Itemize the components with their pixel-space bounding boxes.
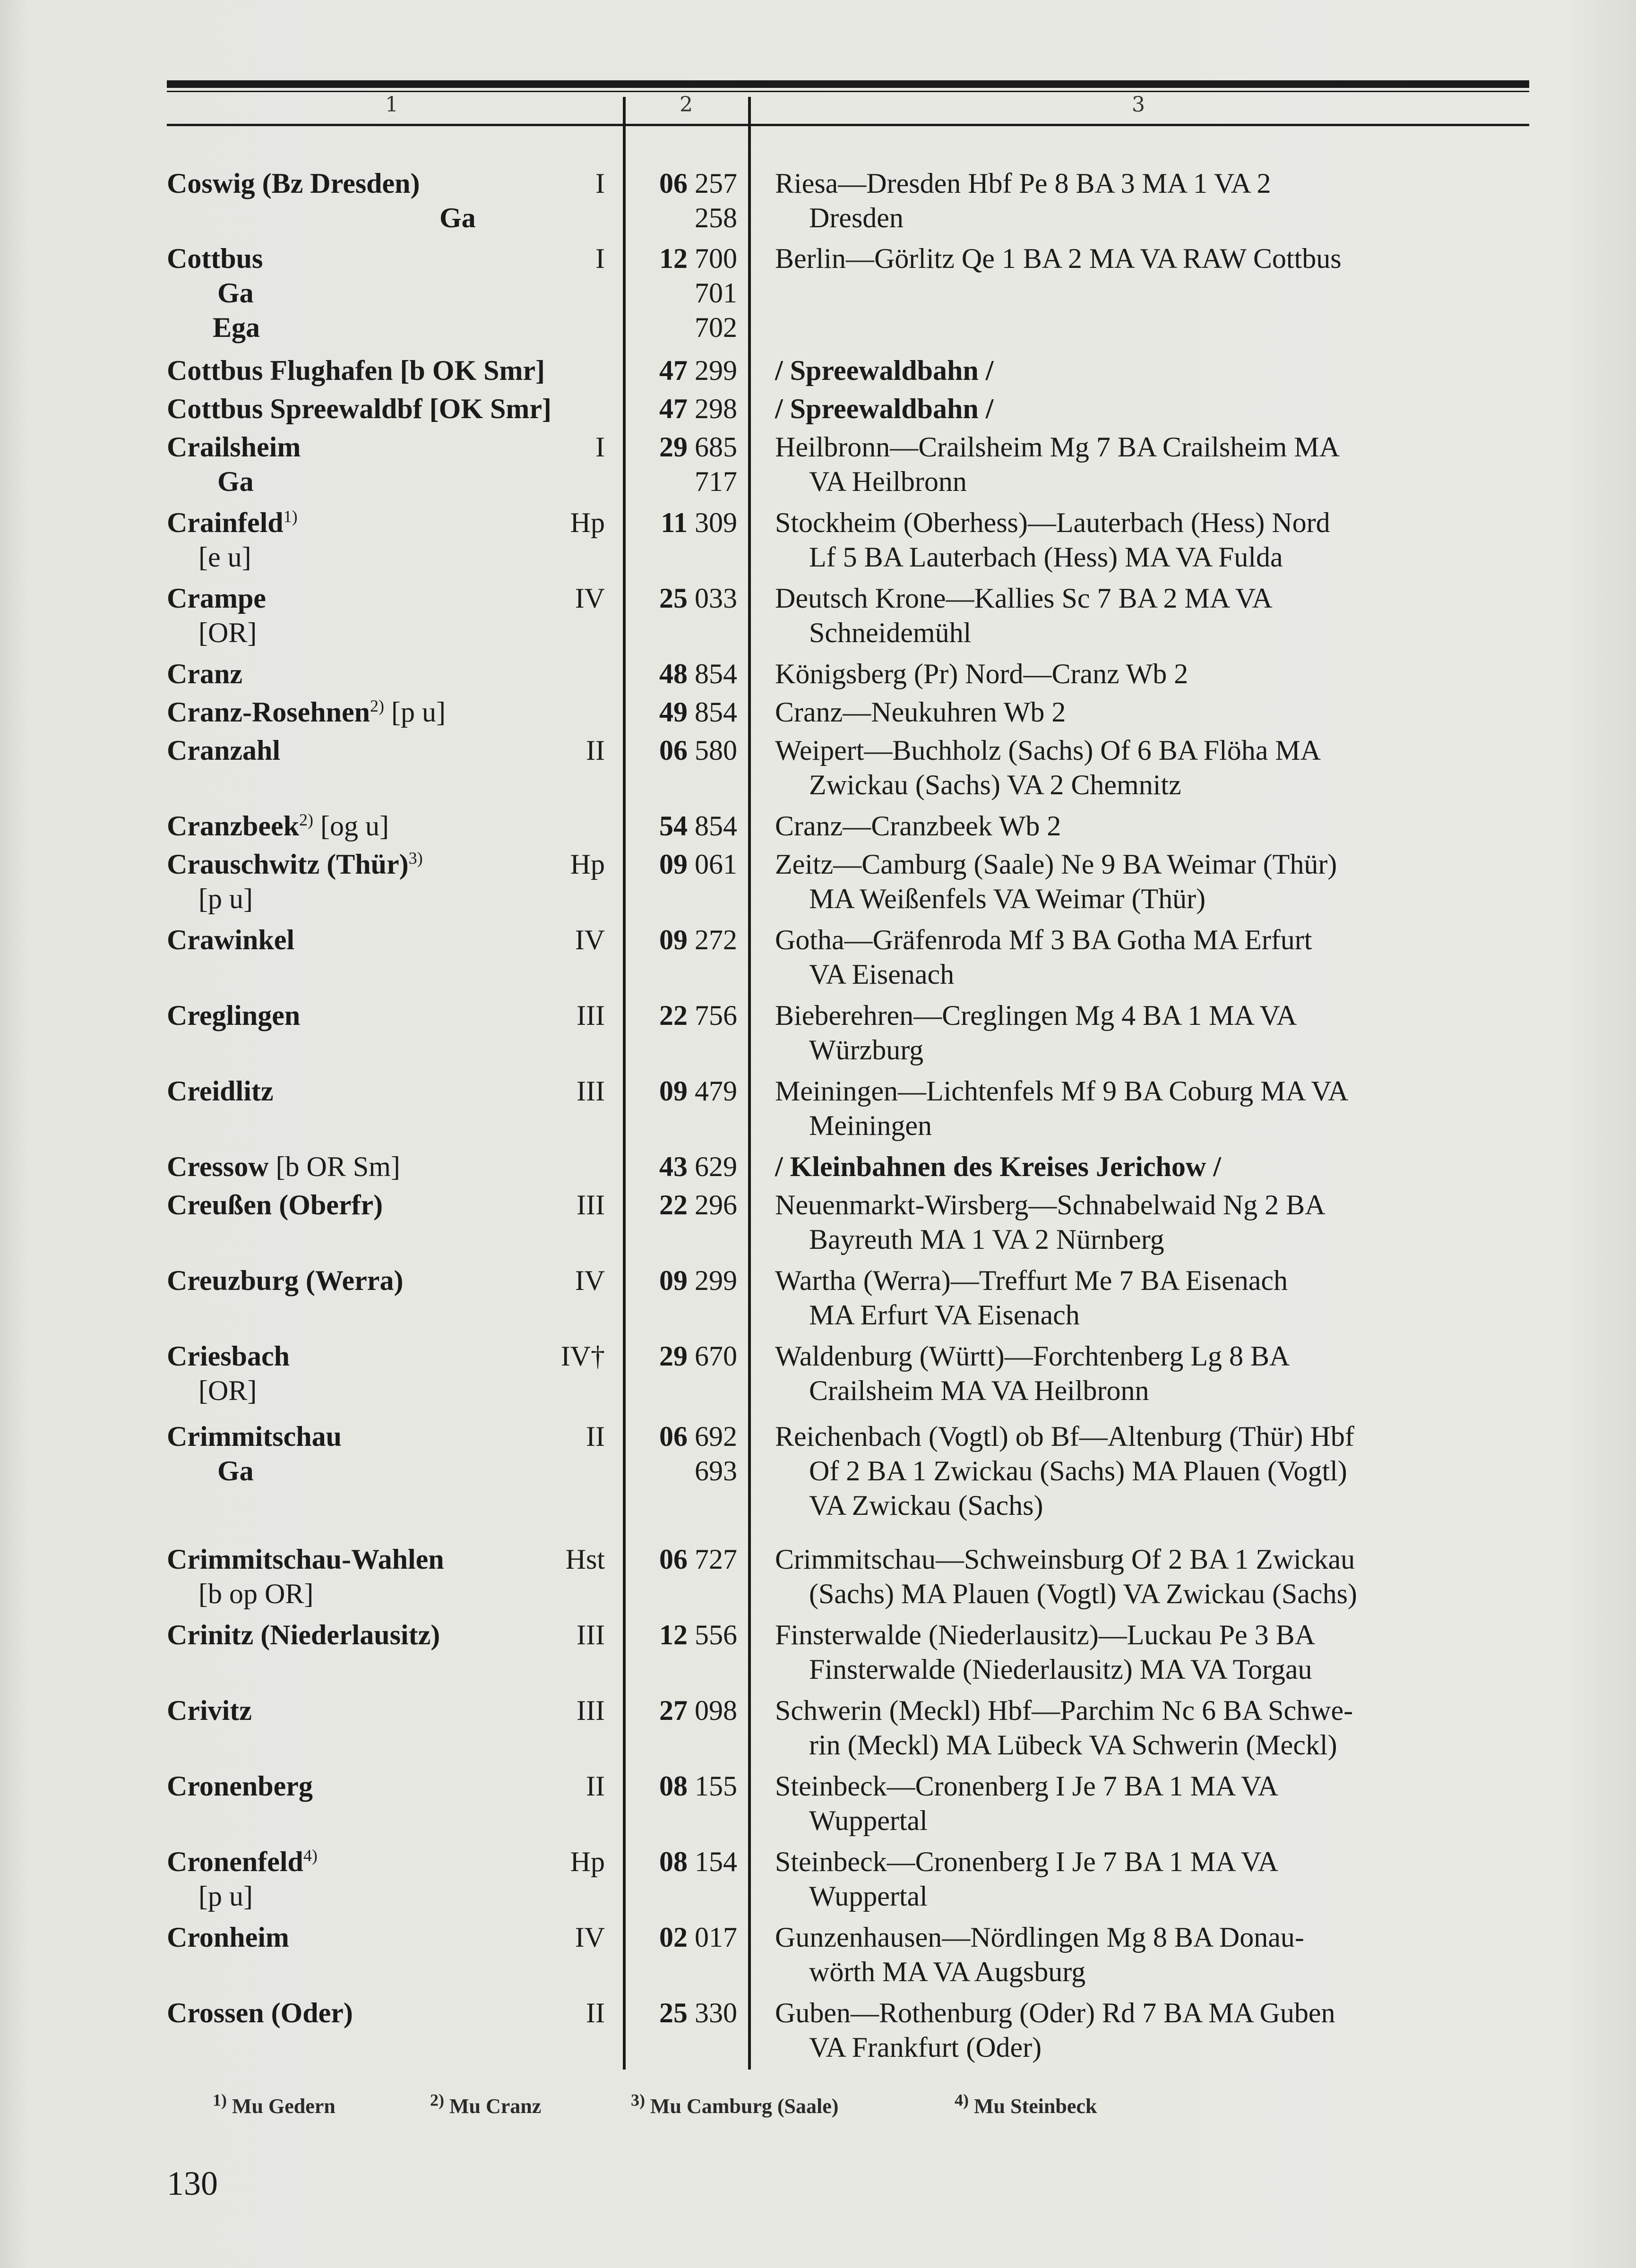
station-code bbox=[638, 353, 737, 388]
station-name-text: Crinitz (Niederlausitz) bbox=[167, 1619, 440, 1650]
station-code bbox=[638, 1188, 737, 1222]
station-code-prefix: 47 bbox=[659, 355, 688, 386]
station-code-prefix: 09 bbox=[659, 849, 688, 880]
station-code-prefix: 29 bbox=[659, 1340, 688, 1372]
station-code-prefix: 25 bbox=[659, 583, 688, 614]
station-qualifier: [b OR Sm] bbox=[268, 1151, 400, 1182]
station-name bbox=[167, 1618, 602, 1652]
station-code-prefix: 11 bbox=[661, 507, 688, 538]
station-code bbox=[638, 1618, 737, 1652]
route-description-cont: Dresden bbox=[809, 202, 904, 233]
station-code bbox=[638, 1263, 737, 1298]
station-name bbox=[167, 657, 602, 691]
station-code bbox=[638, 809, 737, 843]
station-name bbox=[167, 392, 602, 426]
station-name-text: Cressow bbox=[167, 1151, 269, 1182]
station-name-text: Crainfeld bbox=[167, 507, 284, 538]
page-number: 130 bbox=[167, 2165, 218, 2202]
station-code bbox=[638, 392, 737, 426]
station-name bbox=[167, 847, 602, 882]
station-name-text: Cranzahl bbox=[167, 735, 280, 766]
top-rule-thick bbox=[167, 80, 1529, 88]
station-name-text: Cottbus Spreewaldbf [OK Smr] bbox=[167, 393, 551, 424]
station-name bbox=[167, 809, 602, 843]
station-name-text: Creglingen bbox=[167, 1000, 301, 1031]
station-code-prefix: 22 bbox=[659, 1000, 688, 1031]
route-description: Königsberg (Pr) Nord—Cranz Wb 2 bbox=[775, 658, 1188, 689]
goods-station-label: Ga bbox=[217, 1455, 254, 1486]
station-name-text: Crampe bbox=[167, 583, 266, 614]
station-code bbox=[638, 241, 737, 276]
station-name bbox=[167, 166, 602, 201]
station-code bbox=[638, 166, 737, 201]
route-description-cont: (Sachs) MA Plauen (Vogtl) VA Zwickau (Sachs) bbox=[809, 1578, 1357, 1609]
route-description: Zeitz—Camburg (Saale) Ne 9 BA Weimar (Thür) bbox=[775, 849, 1337, 880]
station-code-number: 854 bbox=[688, 658, 737, 689]
station-code bbox=[638, 1419, 737, 1454]
station-code-prefix: 12 bbox=[659, 243, 688, 274]
station-class: II bbox=[586, 1770, 605, 1802]
station-code-secondary: 258 bbox=[695, 202, 737, 233]
station-name bbox=[167, 1845, 602, 1879]
station-name bbox=[167, 430, 602, 464]
station-code-prefix: 06 bbox=[659, 1544, 688, 1575]
route-description: Gotha—Gräfenroda Mf 3 BA Gotha MA Erfurt bbox=[775, 924, 1312, 955]
station-code bbox=[638, 1996, 737, 2030]
route-description: Crimmitschau—Schweinsburg Of 2 BA 1 Zwickau bbox=[775, 1544, 1355, 1575]
station-code-number: 479 bbox=[688, 1075, 737, 1107]
station-name bbox=[167, 1188, 602, 1222]
route-description: Reichenbach (Vogtl) ob Bf—Altenburg (Thür) Hbf bbox=[775, 1421, 1354, 1452]
route-description-cont: MA Weißenfels VA Weimar (Thür) bbox=[809, 883, 1206, 914]
route-description-cont: Lf 5 BA Lauterbach (Hess) MA VA Fulda bbox=[809, 541, 1283, 573]
footnote-1-mark: 1) bbox=[213, 2090, 227, 2110]
station-class: Hst bbox=[565, 1544, 605, 1575]
route-description: Finsterwalde (Niederlausitz)—Luckau Pe 3 BA bbox=[775, 1619, 1316, 1650]
station-code-prefix: 27 bbox=[659, 1695, 688, 1726]
footnote-3-text: Mu Camburg (Saale) bbox=[650, 2095, 839, 2118]
station-note: [OR] bbox=[198, 617, 257, 648]
top-rule-thin bbox=[167, 91, 1529, 92]
station-class: III bbox=[577, 1075, 605, 1107]
station-name bbox=[167, 1996, 602, 2030]
footnote-4 bbox=[955, 2090, 1097, 2118]
route-description-cont: VA Frankfurt (Oder) bbox=[809, 2032, 1042, 2063]
station-code-secondary: 717 bbox=[695, 466, 737, 497]
station-code bbox=[638, 1542, 737, 1577]
footnote-2-mark: 2) bbox=[430, 2090, 444, 2110]
station-code-number: 580 bbox=[688, 735, 737, 766]
station-code-prefix: 09 bbox=[659, 924, 688, 955]
station-note: [OR] bbox=[198, 1375, 257, 1406]
station-code-number: 670 bbox=[688, 1340, 737, 1372]
route-description-cont: Of 2 BA 1 Zwickau (Sachs) MA Plauen (Vogtl) bbox=[809, 1455, 1347, 1486]
station-name-text: Crawinkel bbox=[167, 924, 294, 955]
route-description: Guben—Rothenburg (Oder) Rd 7 BA MA Guben bbox=[775, 1997, 1335, 2028]
station-name bbox=[167, 241, 602, 276]
station-name bbox=[167, 1150, 602, 1184]
station-name-text: Coswig (Bz Dresden) bbox=[167, 168, 420, 199]
column-divider-1 bbox=[623, 97, 626, 2070]
station-code-number: 299 bbox=[688, 355, 737, 386]
route-description-cont: VA Zwickau (Sachs) bbox=[809, 1490, 1043, 1521]
station-class: I bbox=[595, 243, 605, 274]
station-name-text: Crimmitschau-Wahlen bbox=[167, 1544, 444, 1575]
station-code bbox=[638, 695, 737, 730]
station-code-number: 692 bbox=[688, 1421, 737, 1452]
station-code-prefix: 06 bbox=[659, 735, 688, 766]
station-name bbox=[167, 1769, 602, 1804]
station-code bbox=[638, 923, 737, 957]
route-description: Neuenmarkt-Wirsberg—Schnabelwaid Ng 2 BA bbox=[775, 1189, 1326, 1220]
station-name bbox=[167, 733, 602, 768]
station-code-prefix: 49 bbox=[659, 696, 688, 728]
station-code bbox=[638, 733, 737, 768]
route-description-cont: Bayreuth MA 1 VA 2 Nürnberg bbox=[809, 1224, 1164, 1255]
station-code-number: 017 bbox=[688, 1922, 737, 1953]
station-name bbox=[167, 581, 602, 616]
route-description: Gunzenhausen—Nördlingen Mg 8 BA Donau- bbox=[775, 1922, 1304, 1953]
station-code-number: 299 bbox=[688, 1265, 737, 1296]
route-description: Riesa—Dresden Hbf Pe 8 BA 3 MA 1 VA 2 bbox=[775, 168, 1271, 199]
footnote-2-text: Mu Cranz bbox=[449, 2095, 542, 2118]
station-code bbox=[638, 847, 737, 882]
column-number-3: 3 bbox=[1132, 93, 1145, 117]
column-divider-2 bbox=[748, 97, 751, 2070]
goods-station-label: Ga bbox=[439, 202, 476, 233]
station-code-secondary: 701 bbox=[695, 277, 737, 309]
footnote-3-mark: 3) bbox=[631, 2090, 645, 2110]
station-code-number: 685 bbox=[688, 431, 737, 463]
station-code-number: 033 bbox=[688, 583, 737, 614]
goods-station-label: Ga bbox=[217, 466, 254, 497]
station-name-text: Cranzbeek bbox=[167, 810, 299, 842]
station-note: [b op OR] bbox=[198, 1578, 314, 1609]
route-description-cont: Zwickau (Sachs) VA 2 Chemnitz bbox=[809, 769, 1181, 800]
station-code-number: 061 bbox=[688, 849, 737, 880]
station-class: IV bbox=[575, 1265, 605, 1296]
station-name bbox=[167, 1419, 602, 1454]
station-name-text: Cottbus bbox=[167, 243, 263, 274]
station-name-text: Crauschwitz (Thür) bbox=[167, 849, 409, 880]
station-name-text: Cronenfeld bbox=[167, 1846, 303, 1877]
station-class: IV bbox=[575, 924, 605, 955]
station-code-number: 098 bbox=[688, 1695, 737, 1726]
station-qualifier: [og u] bbox=[313, 810, 389, 842]
station-code-number: 854 bbox=[688, 696, 737, 728]
station-name bbox=[167, 695, 602, 730]
station-note: [p u] bbox=[198, 1881, 253, 1912]
station-name-text: Criesbach bbox=[167, 1340, 290, 1372]
station-code-prefix: 54 bbox=[659, 810, 688, 842]
station-code bbox=[638, 430, 737, 464]
station-code-prefix: 06 bbox=[659, 168, 688, 199]
route-description-cont: rin (Meckl) MA Lübeck VA Schwerin (Meckl) bbox=[809, 1729, 1337, 1761]
footnote-ref: 1) bbox=[283, 507, 298, 526]
route-description-cont: VA Heilbronn bbox=[809, 466, 967, 497]
route-description: Wartha (Werra)—Treffurt Me 7 BA Eisenach bbox=[775, 1265, 1288, 1296]
station-code-prefix: 08 bbox=[659, 1846, 688, 1877]
route-description: Berlin—Görlitz Qe 1 BA 2 MA VA RAW Cottbus bbox=[775, 243, 1342, 274]
station-code-number: 257 bbox=[688, 168, 737, 199]
station-name-text: Creußen (Oberfr) bbox=[167, 1189, 383, 1220]
station-class: Hp bbox=[570, 1846, 605, 1877]
station-code-number: 296 bbox=[688, 1189, 737, 1220]
footnote-3 bbox=[631, 2090, 839, 2118]
station-code bbox=[638, 581, 737, 616]
station-class: IV bbox=[575, 1922, 605, 1953]
route-description: Schwerin (Meckl) Hbf—Parchim Nc 6 BA Schwe- bbox=[775, 1695, 1353, 1726]
station-name-text: Crivitz bbox=[167, 1695, 252, 1726]
route-description-cont: wörth MA VA Augsburg bbox=[809, 1956, 1086, 1987]
station-code bbox=[638, 998, 737, 1033]
station-class: III bbox=[577, 1000, 605, 1031]
station-name bbox=[167, 353, 602, 388]
station-code-number: 154 bbox=[688, 1846, 737, 1877]
station-code-prefix: 48 bbox=[659, 658, 688, 689]
station-name-text: Crimmitschau bbox=[167, 1421, 342, 1452]
station-code-prefix: 09 bbox=[659, 1075, 688, 1107]
station-name bbox=[167, 1920, 602, 1955]
station-class: II bbox=[586, 1997, 605, 2028]
station-name-text: Creuzburg (Werra) bbox=[167, 1265, 404, 1296]
station-code-prefix: 02 bbox=[659, 1922, 688, 1953]
footnote-1 bbox=[213, 2090, 336, 2118]
station-code-number: 700 bbox=[688, 243, 737, 274]
station-name bbox=[167, 1263, 602, 1298]
station-name bbox=[167, 1542, 602, 1577]
footnote-2 bbox=[430, 2090, 542, 2118]
station-code-number: 155 bbox=[688, 1770, 737, 1802]
station-name bbox=[167, 998, 602, 1033]
station-code bbox=[638, 1339, 737, 1374]
route-description: Steinbeck—Cronenberg I Je 7 BA 1 MA VA bbox=[775, 1846, 1278, 1877]
station-code-number: 330 bbox=[688, 1997, 737, 2028]
footnote-4-text: Mu Steinbeck bbox=[974, 2095, 1097, 2118]
station-name-text: Crossen (Oder) bbox=[167, 1997, 353, 2028]
station-code-prefix: 08 bbox=[659, 1770, 688, 1802]
route-description: Cranz—Neukuhren Wb 2 bbox=[775, 696, 1066, 728]
station-name-text: Cranz bbox=[167, 658, 242, 689]
column-number-2: 2 bbox=[680, 93, 693, 117]
station-code-prefix: 29 bbox=[659, 431, 688, 463]
goods-station-label: Ega bbox=[213, 312, 260, 343]
footnote-ref: 3) bbox=[408, 849, 423, 868]
station-class: Hp bbox=[570, 507, 605, 538]
station-name bbox=[167, 1339, 602, 1374]
station-note: [e u] bbox=[198, 541, 251, 573]
route-description-cont: VA Eisenach bbox=[809, 959, 955, 990]
station-class: III bbox=[577, 1189, 605, 1220]
station-code bbox=[638, 1845, 737, 1879]
station-name bbox=[167, 1693, 602, 1728]
column-number-1: 1 bbox=[385, 93, 398, 117]
station-note: [p u] bbox=[198, 883, 253, 914]
route-description-cont: Finsterwalde (Niederlausitz) MA VA Torgau bbox=[809, 1654, 1312, 1685]
station-class: IV bbox=[575, 583, 605, 614]
station-class: I bbox=[595, 168, 605, 199]
route-description: Meiningen—Lichtenfels Mf 9 BA Coburg MA VA bbox=[775, 1075, 1349, 1107]
station-class: III bbox=[577, 1619, 605, 1650]
route-description-cont: Würzburg bbox=[809, 1034, 924, 1065]
station-class: I bbox=[595, 431, 605, 463]
route-description: / Kleinbahnen des Kreises Jerichow / bbox=[775, 1151, 1221, 1182]
station-code-number: 272 bbox=[688, 924, 737, 955]
station-code-prefix: 43 bbox=[659, 1151, 688, 1182]
route-description-cont: Meiningen bbox=[809, 1110, 932, 1141]
footnote-4-mark: 4) bbox=[955, 2090, 969, 2110]
station-code-number: 629 bbox=[688, 1151, 737, 1182]
station-code-prefix: 25 bbox=[659, 1997, 688, 2028]
route-description: Cranz—Cranzbeek Wb 2 bbox=[775, 810, 1061, 842]
station-class: IV† bbox=[560, 1340, 605, 1372]
station-qualifier: [p u] bbox=[384, 696, 446, 728]
station-name bbox=[167, 506, 602, 540]
station-code-number: 756 bbox=[688, 1000, 737, 1031]
header-bottom-rule bbox=[167, 124, 1529, 126]
station-name bbox=[167, 923, 602, 957]
station-name-text: Crailsheim bbox=[167, 431, 301, 463]
route-description: Waldenburg (Württ)—Forchtenberg Lg 8 BA bbox=[775, 1340, 1290, 1372]
footnote-ref: 2) bbox=[370, 696, 384, 715]
station-code-number: 298 bbox=[688, 393, 737, 424]
station-code bbox=[638, 1769, 737, 1804]
route-description: / Spreewaldbahn / bbox=[775, 393, 994, 424]
route-description: Bieberehren—Creglingen Mg 4 BA 1 MA VA bbox=[775, 1000, 1297, 1031]
station-code-prefix: 47 bbox=[659, 393, 688, 424]
station-class: II bbox=[586, 735, 605, 766]
route-description-cont: MA Erfurt VA Eisenach bbox=[809, 1299, 1080, 1331]
footnote-ref: 4) bbox=[303, 1846, 318, 1865]
footnote-1-text: Mu Gedern bbox=[232, 2095, 336, 2118]
route-description: Deutsch Krone—Kallies Sc 7 BA 2 MA VA bbox=[775, 583, 1273, 614]
station-code bbox=[638, 506, 737, 540]
station-code-number: 854 bbox=[688, 810, 737, 842]
station-code bbox=[638, 1693, 737, 1728]
station-code-number: 727 bbox=[688, 1544, 737, 1575]
station-code bbox=[638, 657, 737, 691]
station-code bbox=[638, 1074, 737, 1108]
route-description: Stockheim (Oberhess)—Lauterbach (Hess) Nord bbox=[775, 507, 1330, 538]
station-code-prefix: 06 bbox=[659, 1421, 688, 1452]
station-class: II bbox=[586, 1421, 605, 1452]
route-description-cont: Wuppertal bbox=[809, 1805, 928, 1836]
route-description: Weipert—Buchholz (Sachs) Of 6 BA Flöha MA bbox=[775, 735, 1321, 766]
route-description: / Spreewaldbahn / bbox=[775, 355, 994, 386]
station-class: Hp bbox=[570, 849, 605, 880]
station-code-prefix: 22 bbox=[659, 1189, 688, 1220]
route-description-cont: Wuppertal bbox=[809, 1881, 928, 1912]
station-code bbox=[638, 1920, 737, 1955]
route-description-cont: Schneidemühl bbox=[809, 617, 972, 648]
station-code-secondary: 693 bbox=[695, 1455, 737, 1486]
station-code-number: 556 bbox=[688, 1619, 737, 1650]
route-description: Steinbeck—Cronenberg I Je 7 BA 1 MA VA bbox=[775, 1770, 1278, 1802]
station-code-prefix: 09 bbox=[659, 1265, 688, 1296]
footnote-ref: 2) bbox=[299, 810, 313, 829]
station-code-secondary: 702 bbox=[695, 312, 737, 343]
station-code-prefix: 12 bbox=[659, 1619, 688, 1650]
station-name-text: Cottbus Flughafen [b OK Smr] bbox=[167, 355, 545, 386]
route-description: Heilbronn—Crailsheim Mg 7 BA Crailsheim MA bbox=[775, 431, 1340, 463]
station-class: III bbox=[577, 1695, 605, 1726]
station-code bbox=[638, 1150, 737, 1184]
station-code-number: 309 bbox=[688, 507, 737, 538]
station-name bbox=[167, 1074, 602, 1108]
station-name-text: Cronheim bbox=[167, 1922, 289, 1953]
route-description-cont: Crailsheim MA VA Heilbronn bbox=[809, 1375, 1149, 1406]
goods-station-label: Ga bbox=[217, 277, 254, 309]
station-name-text: Cranz-Rosehnen bbox=[167, 696, 370, 728]
station-name-text: Creidlitz bbox=[167, 1075, 274, 1107]
station-name-text: Cronenberg bbox=[167, 1770, 313, 1802]
